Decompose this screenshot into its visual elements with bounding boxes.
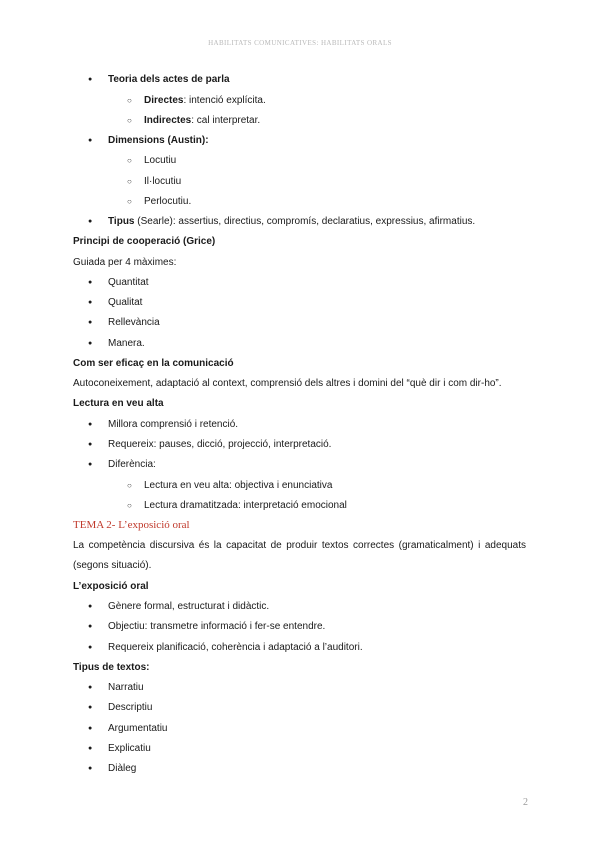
actes-title: Teoria dels actes de parla [108,74,230,85]
diferencia-item: Lectura dramatitzada: interpretació emocional [144,500,347,511]
tipus-textos-item: Explicatiu [108,743,151,754]
bullet-icon: ● [88,279,93,286]
indirectes-label: Indirectes [144,115,192,126]
indirectes-item [144,114,260,128]
eficac-title: Com ser eficaç en la comunicació [73,358,234,369]
maxim-item: Qualitat [108,297,143,308]
circle-bullet-icon: ○ [127,197,132,206]
perlocutiu-item: Perlocutiu. [144,196,192,207]
circle-bullet-icon: ○ [127,156,132,165]
circle-bullet-icon: ○ [127,481,132,490]
dimensions-title: Dimensions (Austin): [108,135,209,146]
bullet-icon: ● [88,603,93,610]
maxim-item: Manera. [108,338,145,349]
circle-bullet-icon: ○ [127,96,132,105]
lectura-title: Lectura en veu alta [73,398,164,409]
directes-text: : intenció explícita. [183,95,266,106]
bullet-icon: ● [88,765,93,772]
circle-bullet-icon: ○ [127,116,132,125]
lectura-item: Diferència: [108,459,156,470]
exposicio-item: Objectiu: transmetre informació i fer-se entendre. [108,621,326,632]
bullet-icon: ● [88,745,93,752]
running-header: HABILITATS COMUNICATIVES: HABILITATS ORALS [208,39,392,47]
tema2-heading: TEMA 2- L’exposició oral [73,519,190,531]
bullet-icon: ● [88,299,93,306]
circle-bullet-icon: ○ [127,177,132,186]
bullet-icon: ● [88,644,93,651]
competencia-paragraph-line1: La competència discursiva és la capacitat de produir textos correctes (gramaticalment) i adequats [73,540,526,551]
locutiu-item: Locutiu [144,155,177,166]
circle-bullet-icon: ○ [127,501,132,510]
bullet-icon: ● [88,461,93,468]
bullet-icon: ● [88,421,93,428]
tipus-textos-item: Descriptiu [108,702,153,713]
tipus-textos-title: Tipus de textos: [73,662,150,673]
tipus-text: (Searle): assertius, directius, compromís, declaratius, expressius, afirmatius. [134,216,476,227]
directes-label: Directes [144,95,184,106]
lectura-item: Millora comprensió i retenció. [108,419,239,430]
page-number: 2 [523,797,528,808]
lectura-item: Requereix: pauses, dicció, projecció, interpretació. [108,439,332,450]
bullet-icon: ● [88,319,93,326]
bullet-icon: ● [88,441,93,448]
exposicio-item: Gènere formal, estructurat i didàctic. [108,601,270,612]
competencia-paragraph-line2: (segons situació). [73,560,152,571]
bullet-icon: ● [88,684,93,691]
bullet-icon: ● [88,725,93,732]
bullet-icon: ● [88,137,93,144]
maxim-item: Rellevància [108,317,160,328]
cooperacio-title: Principi de cooperació (Grice) [73,236,216,247]
tipus-item [108,215,475,229]
diferencia-item: Lectura en veu alta: objectiva i enunciativa [144,480,333,491]
exposicio-title: L’exposició oral [73,581,149,592]
tipus-textos-item: Argumentatiu [108,723,168,734]
bullet-icon: ● [88,340,93,347]
indirectes-text: : cal interpretar. [191,115,261,126]
maxim-item: Quantitat [108,277,149,288]
bullet-icon: ● [88,76,93,83]
bullet-icon: ● [88,704,93,711]
exposicio-item: Requereix planificació, coherència i adaptació a l’auditori. [108,642,363,653]
eficac-text: Autoconeixement, adaptació al context, comprensió dels altres i domini del “què dir i com dir-ho”. [73,378,502,389]
bullet-icon: ● [88,218,93,225]
illocutiu-item: Il·locutiu [144,176,182,187]
tipus-textos-item: Narratiu [108,682,144,693]
tipus-label: Tipus [108,216,135,227]
bullet-icon: ● [88,623,93,630]
directes-item [144,94,266,108]
tipus-textos-item: Diàleg [108,763,137,774]
guiada-text: Guiada per 4 màximes: [73,257,177,268]
